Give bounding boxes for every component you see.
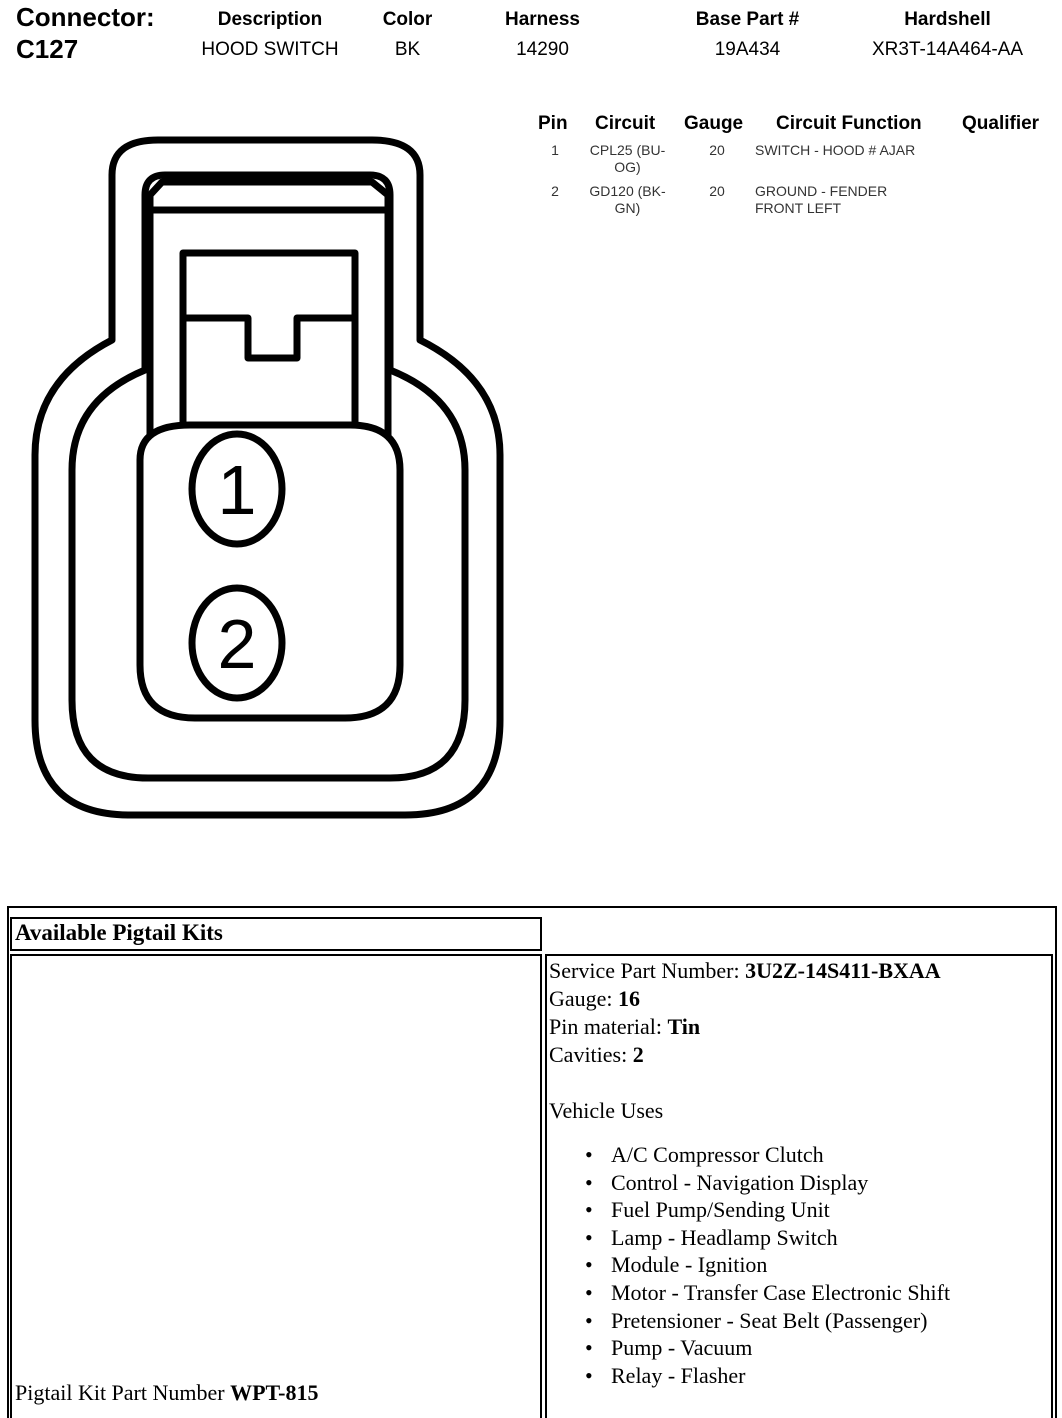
connector-id: C127 (16, 34, 79, 64)
circuit-line: GD120 (BK- (589, 183, 666, 199)
function-line: SWITCH - HOOD # AJAR (755, 142, 916, 158)
circuit-code (580, 142, 675, 176)
list-item: • Relay - Flasher (549, 1362, 1049, 1390)
kit-details (549, 957, 1049, 1389)
service-part-row (549, 957, 1049, 985)
latch-tab (183, 253, 355, 440)
list-item: • Control - Navigation Display (549, 1169, 1049, 1197)
gauge-value: 20 (709, 183, 725, 199)
gauge-label: Gauge: (549, 986, 619, 1011)
circuit-function (755, 142, 955, 159)
list-item: • A/C Compressor Clutch (549, 1141, 1049, 1169)
circuit-code (580, 183, 675, 217)
function-line: GROUND - FENDER (755, 183, 888, 199)
pigtail-value: WPT-815 (230, 1380, 319, 1405)
description-header: Description (217, 9, 323, 30)
circuit-col-header: Circuit (595, 113, 656, 134)
pin-material-value: Tin (667, 1014, 701, 1039)
cavities-row (549, 1041, 1049, 1069)
vehicle-uses-list (549, 1141, 1049, 1389)
pin-col-header: Pin (538, 113, 568, 134)
circuit-line: GN) (614, 200, 641, 216)
color-value: BK (394, 39, 421, 60)
pin-number: 1 (551, 142, 559, 158)
pigtail-part-row (15, 1379, 319, 1407)
gauge-row (549, 985, 1049, 1013)
base-part-header: Base Part # (695, 9, 800, 30)
pin-2-label: 2 (217, 605, 257, 683)
pin-1-label: 1 (217, 451, 257, 529)
color-header: Color (382, 9, 433, 30)
pigtail-label: Pigtail Kit Part Number (15, 1380, 231, 1405)
circuit-line: OG) (614, 159, 641, 175)
function-line: FRONT LEFT (755, 200, 842, 216)
pin-material-label: Pin material: (549, 1014, 668, 1039)
list-item: • Pretensioner - Seat Belt (Passenger) (549, 1307, 1049, 1335)
service-part-value: 3U2Z-14S411-BXAA (745, 958, 941, 983)
cavities-value: 2 (632, 1042, 644, 1067)
list-item: • Lamp - Headlamp Switch (549, 1224, 1049, 1252)
circuit-function (755, 183, 955, 217)
harness-value: 14290 (516, 39, 569, 60)
pin-cavity-region (140, 425, 400, 718)
list-item: • Motor - Transfer Case Electronic Shift (549, 1279, 1049, 1307)
list-item: • Fuel Pump/Sending Unit (549, 1196, 1049, 1224)
circuit-function-col-header: Circuit Function (776, 113, 922, 134)
circuit-line: CPL25 (BU- (589, 142, 666, 158)
pin-material-row (549, 1013, 1049, 1041)
qualifier-col-header: Qualifier (962, 113, 1040, 134)
description-value: HOOD SWITCH (201, 39, 339, 60)
vehicle-uses-label: Vehicle Uses (549, 1098, 664, 1123)
pin-number: 2 (551, 183, 559, 199)
cavities-label: Cavities: (549, 1042, 633, 1067)
base-part-value: 19A434 (714, 39, 781, 60)
gauge-col-header: Gauge (684, 113, 744, 134)
gauge-value: 20 (709, 142, 725, 158)
list-item: • Module - Ignition (549, 1251, 1049, 1279)
service-part-label: Service Part Number: (549, 958, 746, 983)
kits-title: Available Pigtail Kits (15, 920, 223, 945)
harness-header: Harness (505, 9, 580, 30)
connector-label: Connector: (16, 2, 155, 32)
hardshell-header: Hardshell (904, 9, 991, 30)
kits-image-cell (10, 954, 542, 1418)
latch-notch (183, 318, 355, 358)
list-item: • Pump - Vacuum (549, 1334, 1049, 1362)
kit-gauge-value: 16 (618, 986, 641, 1011)
hardshell-value: XR3T-14A464-AA (871, 39, 1024, 60)
connector-diagram (0, 120, 520, 840)
